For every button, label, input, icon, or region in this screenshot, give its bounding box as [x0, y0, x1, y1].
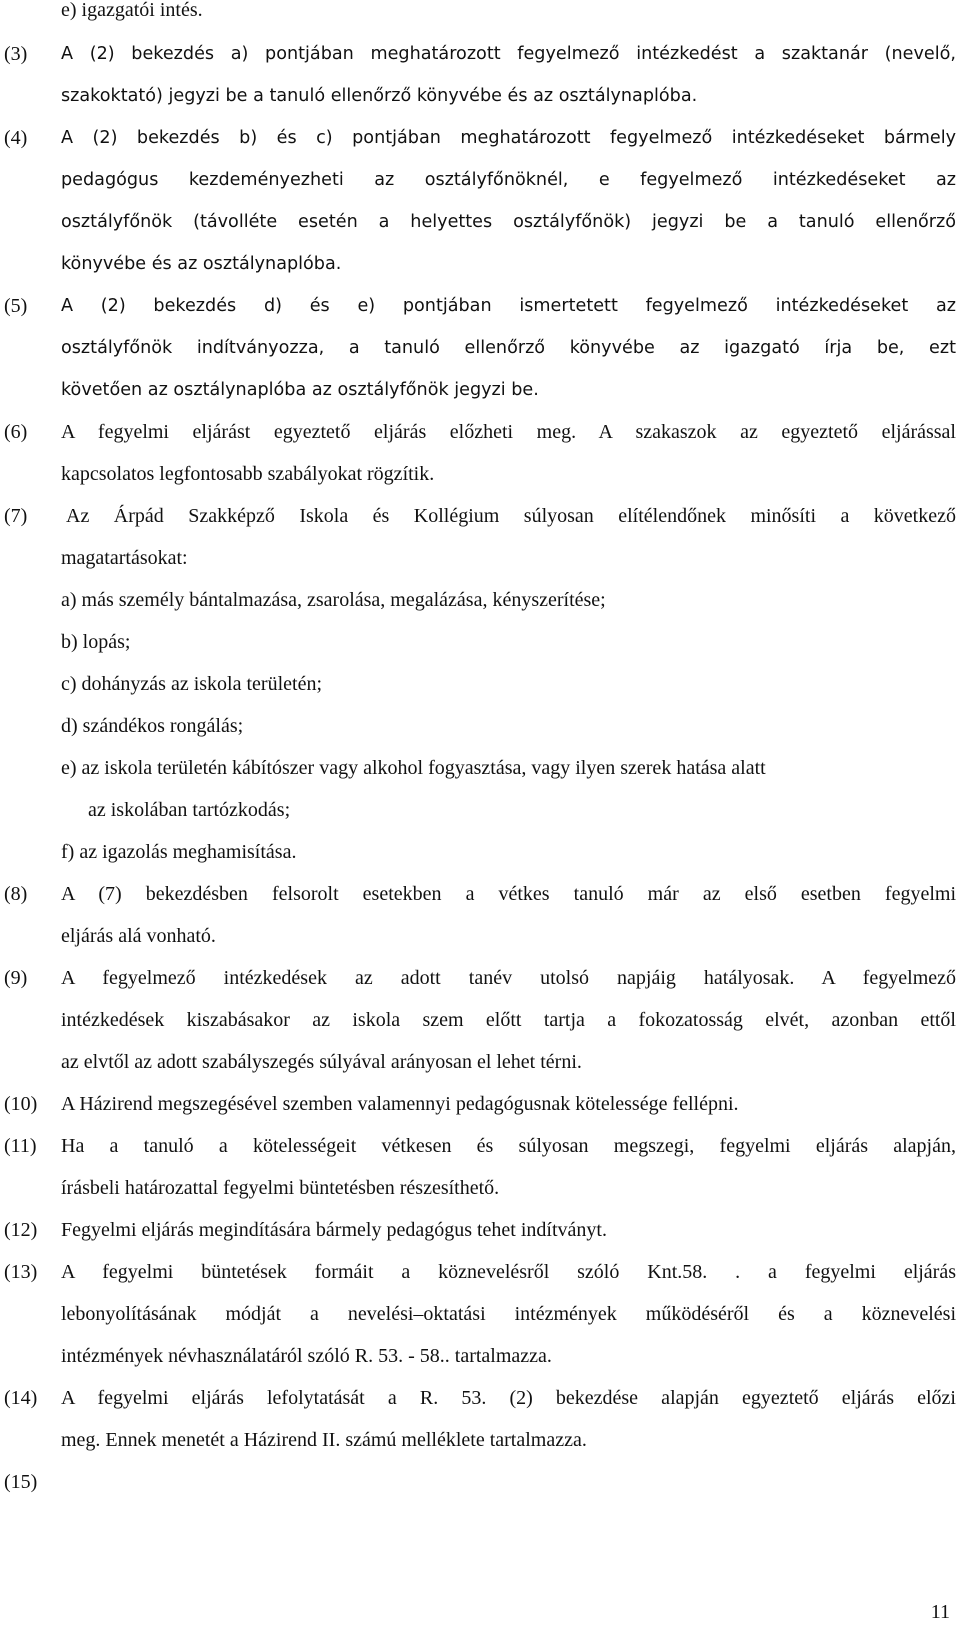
paragraph-number-4: (4)	[4, 127, 28, 149]
paragraph-13-line-2: lebonyolításának módját a nevelési–oktatási intézmények működéséről és a köznevelési	[61, 1303, 956, 1325]
paragraph-13-line-3: intézmények névhasználatáról szóló R. 53. - 58.. tartalmazza.	[61, 1345, 552, 1367]
paragraph-13-line-1: A fegyelmi büntetések formáit a köznevelésről szóló Knt.58. . a fegyelmi eljárás	[61, 1261, 956, 1283]
list-item-e-line-1: e) az iskola területén kábítószer vagy alkohol fogyasztása, vagy ilyen szerek hatása alatt	[61, 757, 766, 779]
paragraph-3-line-1: A (2) bekezdés a) pontjában meghatározott fegyelmező intézkedést a szaktanár (nevelő,	[61, 44, 956, 64]
paragraph-3-line-2: szakoktató) jegyzi be a tanuló ellenőrző könyvébe és az osztálynaplóba.	[61, 86, 698, 106]
paragraph-14-line-2: meg. Ennek menetét a Házirend II. számú melléklete tartalmazza.	[61, 1429, 587, 1451]
paragraph-5-line-3: követően az osztálynaplóba az osztályfőnök jegyzi be.	[61, 380, 539, 400]
list-item-c: c) dohányzás az iskola területén;	[61, 673, 322, 695]
paragraph-number-15: (15)	[4, 1471, 38, 1493]
paragraph-8-line-2: eljárás alá vonható.	[61, 925, 216, 947]
paragraph-number-3: (3)	[4, 43, 28, 65]
paragraph-9-line-2: intézkedések kiszabásakor az iskola szem előtt tartja a fokozatosság elvét, azonban ettől	[61, 1009, 956, 1031]
paragraph-number-10: (10)	[4, 1093, 38, 1115]
paragraph-7-line-2: magatartásokat:	[61, 547, 188, 569]
paragraph-11-line-1: Ha a tanuló a kötelességeit vétkesen és súlyosan megszegi, fegyelmi eljárás alapján,	[61, 1135, 956, 1157]
paragraph-11-line-2: írásbeli határozattal fegyelmi büntetésben részesíthető.	[61, 1177, 500, 1199]
list-item-e-intes: e) igazgatói intés.	[61, 0, 203, 21]
list-item-e-line-2: az iskolában tartózkodás;	[88, 799, 291, 821]
list-item-d: d) szándékos rongálás;	[61, 715, 244, 737]
paragraph-9-line-1: A fegyelmező intézkedések az adott tanév utolsó napjáig hatályosak. A fegyelmező	[61, 967, 956, 989]
paragraph-9-line-3: az elvtől az adott szabályszegés súlyával arányosan el lehet térni.	[61, 1051, 582, 1073]
list-item-f: f) az igazolás meghamisítása.	[61, 841, 297, 863]
paragraph-4-line-2: pedagógus kezdeményezheti az osztályfőnöknél, e fegyelmező intézkedéseket az	[61, 170, 956, 190]
paragraph-8-line-1: A (7) bekezdésben felsorolt esetekben a vétkes tanuló már az első esetben fegyelmi	[61, 883, 956, 905]
paragraph-number-7: (7)	[4, 505, 28, 527]
paragraph-4-line-1: A (2) bekezdés b) és c) pontjában meghatározott fegyelmező intézkedéseket bármely	[61, 128, 956, 148]
paragraph-14-line-1: A fegyelmi eljárás lefolytatását a R. 53. (2) bekezdése alapján egyeztető eljárás előzi	[61, 1387, 956, 1409]
list-item-b: b) lopás;	[61, 631, 131, 653]
paragraph-6-line-1: A fegyelmi eljárást egyeztető eljárás előzheti meg. A szakaszok az egyeztető eljárással	[61, 421, 956, 443]
paragraph-number-8: (8)	[4, 883, 28, 905]
paragraph-number-5: (5)	[4, 295, 28, 317]
paragraph-5-line-2: osztályfőnök indítványozza, a tanuló ellenőrző könyvébe az igazgató írja be, ezt	[61, 338, 956, 358]
paragraph-number-14: (14)	[4, 1387, 38, 1409]
paragraph-7-line-1: Az Árpád Szakképző Iskola és Kollégium súlyosan elítélendőnek minősíti a következő	[66, 505, 956, 527]
paragraph-6-line-2: kapcsolatos legfontosabb szabályokat rögzítik.	[61, 463, 435, 485]
page-number: 11	[930, 1601, 950, 1623]
paragraph-12-line-1: Fegyelmi eljárás megindítására bármely pedagógus tehet indítványt.	[61, 1219, 607, 1241]
paragraph-4-line-4: könyvébe és az osztálynaplóba.	[61, 254, 342, 274]
paragraph-number-12: (12)	[4, 1219, 38, 1241]
paragraph-number-6: (6)	[4, 421, 28, 443]
paragraph-10-line-1: A Házirend megszegésével szemben valamennyi pedagógusnak kötelessége fellépni.	[61, 1093, 739, 1115]
paragraph-number-13: (13)	[4, 1261, 38, 1283]
paragraph-5-line-1: A (2) bekezdés d) és e) pontjában ismertetett fegyelmező intézkedéseket az	[61, 296, 956, 316]
list-item-a: a) más személy bántalmazása, zsarolása, megalázása, kényszerítése;	[61, 589, 606, 611]
paragraph-4-line-3: osztályfőnök (távolléte esetén a helyettes osztályfőnök) jegyzi be a tanuló ellenőrző	[61, 212, 956, 232]
paragraph-number-9: (9)	[4, 967, 28, 989]
paragraph-number-11: (11)	[4, 1135, 37, 1157]
